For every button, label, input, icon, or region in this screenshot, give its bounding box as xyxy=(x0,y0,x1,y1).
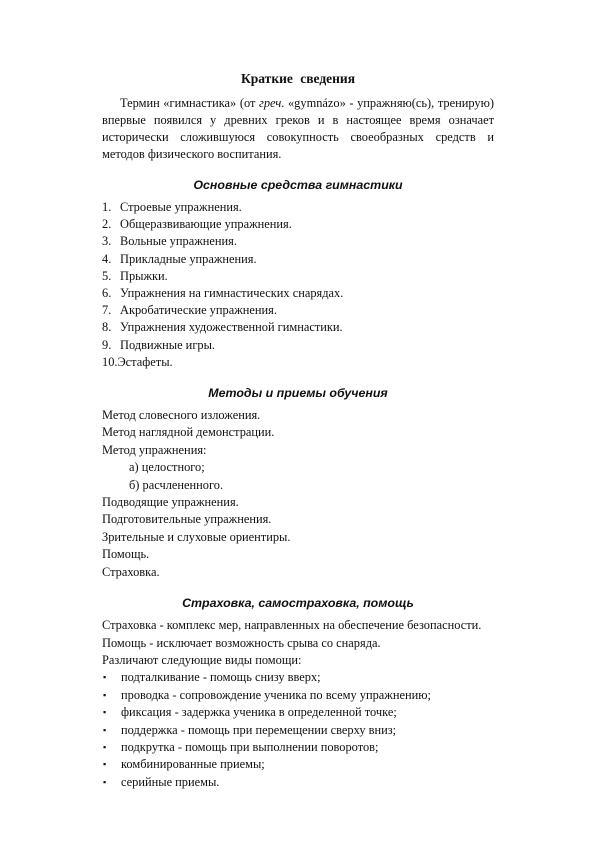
list-item-number: 9. xyxy=(102,337,112,352)
list-item xyxy=(102,199,494,216)
list-item xyxy=(102,337,494,354)
intro-text-start: Термин «гимнастика» (от xyxy=(120,96,260,110)
list-item xyxy=(102,722,494,739)
list-item xyxy=(102,319,494,336)
list-item-number: 6. xyxy=(102,286,112,301)
list-item-text: серийные приемы. xyxy=(121,774,220,789)
definition-line: Различают следующие виды помощи: xyxy=(102,652,302,667)
list-item xyxy=(102,687,494,704)
definition-line: Страховка - комплекс мер, направленных на обеспечение безопасности. xyxy=(102,618,482,633)
list-item xyxy=(102,774,494,791)
list-item-text: фиксация - задержка ученика в определенной точке; xyxy=(121,705,397,720)
list-item xyxy=(102,302,494,319)
list-item-number: 2. xyxy=(102,217,112,232)
methods-list xyxy=(102,407,494,581)
square-bullet-icon: ▪ xyxy=(103,672,107,683)
list-item xyxy=(102,739,494,756)
help-types-list xyxy=(102,669,494,791)
list-item-text: Общеразвивающие упражнения. xyxy=(120,217,292,232)
means-list xyxy=(102,199,494,371)
page-title: Краткие сведения xyxy=(240,71,356,86)
square-bullet-icon: ▪ xyxy=(103,689,107,700)
list-item-number: 7. xyxy=(102,303,112,318)
square-bullet-icon: ▪ xyxy=(103,707,107,718)
method-item: Метод упражнения: xyxy=(102,442,207,457)
list-item xyxy=(102,251,494,268)
list-item-text: поддержка - помощь при перемещении сверху вниз; xyxy=(121,722,397,737)
intro-text-italic: греч xyxy=(259,96,282,110)
method-item: Подготовительные упражнения. xyxy=(102,512,272,527)
list-item-number: 4. xyxy=(102,251,112,266)
method-item: Страховка. xyxy=(102,564,160,579)
list-item xyxy=(102,285,494,302)
list-item xyxy=(102,233,494,250)
intro-text-end: . «gymnázo» - упражняю(сь), тренирую) впервые появился у древних греков и в настоящее время означает исторически сложившуюся совокупность своеобразных средств и методов физического воспитания. xyxy=(102,96,494,161)
list-item-text: Прикладные упражнения. xyxy=(120,251,257,266)
list-item-text: Вольные упражнения. xyxy=(120,234,237,249)
insurance-definitions xyxy=(102,617,494,669)
list-item-text: Эстафеты. xyxy=(117,354,173,369)
list-item-text: Строевые упражнения. xyxy=(120,200,242,214)
list-item-text: подкрутка - помощь при выполнении поворотов; xyxy=(121,739,379,754)
list-item xyxy=(102,354,494,371)
list-item-text: Акробатические упражнения. xyxy=(120,303,277,318)
square-bullet-icon: ▪ xyxy=(103,724,107,735)
method-item: Метод наглядной демонстрации. xyxy=(102,425,275,440)
definition-line: Помощь - исключает возможность срыва со снаряда. xyxy=(102,635,381,650)
document-page xyxy=(102,64,494,791)
list-item-number: 5. xyxy=(102,268,112,283)
list-item-text: Упражнения на гимнастических снарядах. xyxy=(120,286,344,301)
list-item xyxy=(102,669,494,686)
list-item-number: 10. xyxy=(102,354,118,369)
list-item-text: Прыжки. xyxy=(120,268,168,283)
list-item xyxy=(102,268,494,285)
list-item-text: проводка - сопровождение ученика по всему упражнению; xyxy=(121,687,431,702)
method-item: Помощь. xyxy=(102,547,150,562)
method-item: Метод словесного изложения. xyxy=(102,408,261,423)
intro-paragraph xyxy=(102,95,494,163)
square-bullet-icon: ▪ xyxy=(103,741,107,752)
list-item xyxy=(102,216,494,233)
list-item-text: Упражнения художественной гимнастики. xyxy=(120,320,343,335)
method-subitem: б) расчлененного. xyxy=(129,477,224,492)
list-item-number: 3. xyxy=(102,234,112,249)
list-item-number: 1. xyxy=(102,200,112,214)
square-bullet-icon: ▪ xyxy=(103,759,107,770)
list-item xyxy=(102,704,494,721)
list-item-text: комбинированные приемы; xyxy=(121,757,265,772)
list-item-number: 8. xyxy=(102,320,112,335)
methods-heading: Методы и приемы обучения xyxy=(208,386,388,401)
method-item: Подводящие упражнения. xyxy=(102,495,239,510)
square-bullet-icon: ▪ xyxy=(103,776,107,787)
insurance-heading: Страховка, самостраховка, помощь xyxy=(182,596,414,611)
list-item-text: подталкивание - помощь снизу вверх; xyxy=(121,670,321,685)
method-subitem: а) целостного; xyxy=(129,460,205,475)
list-item-text: Подвижные игры. xyxy=(120,337,216,352)
list-item xyxy=(102,756,494,773)
means-heading: Основные средства гимнастики xyxy=(193,178,403,192)
method-item: Зрительные и слуховые ориентиры. xyxy=(102,529,291,544)
